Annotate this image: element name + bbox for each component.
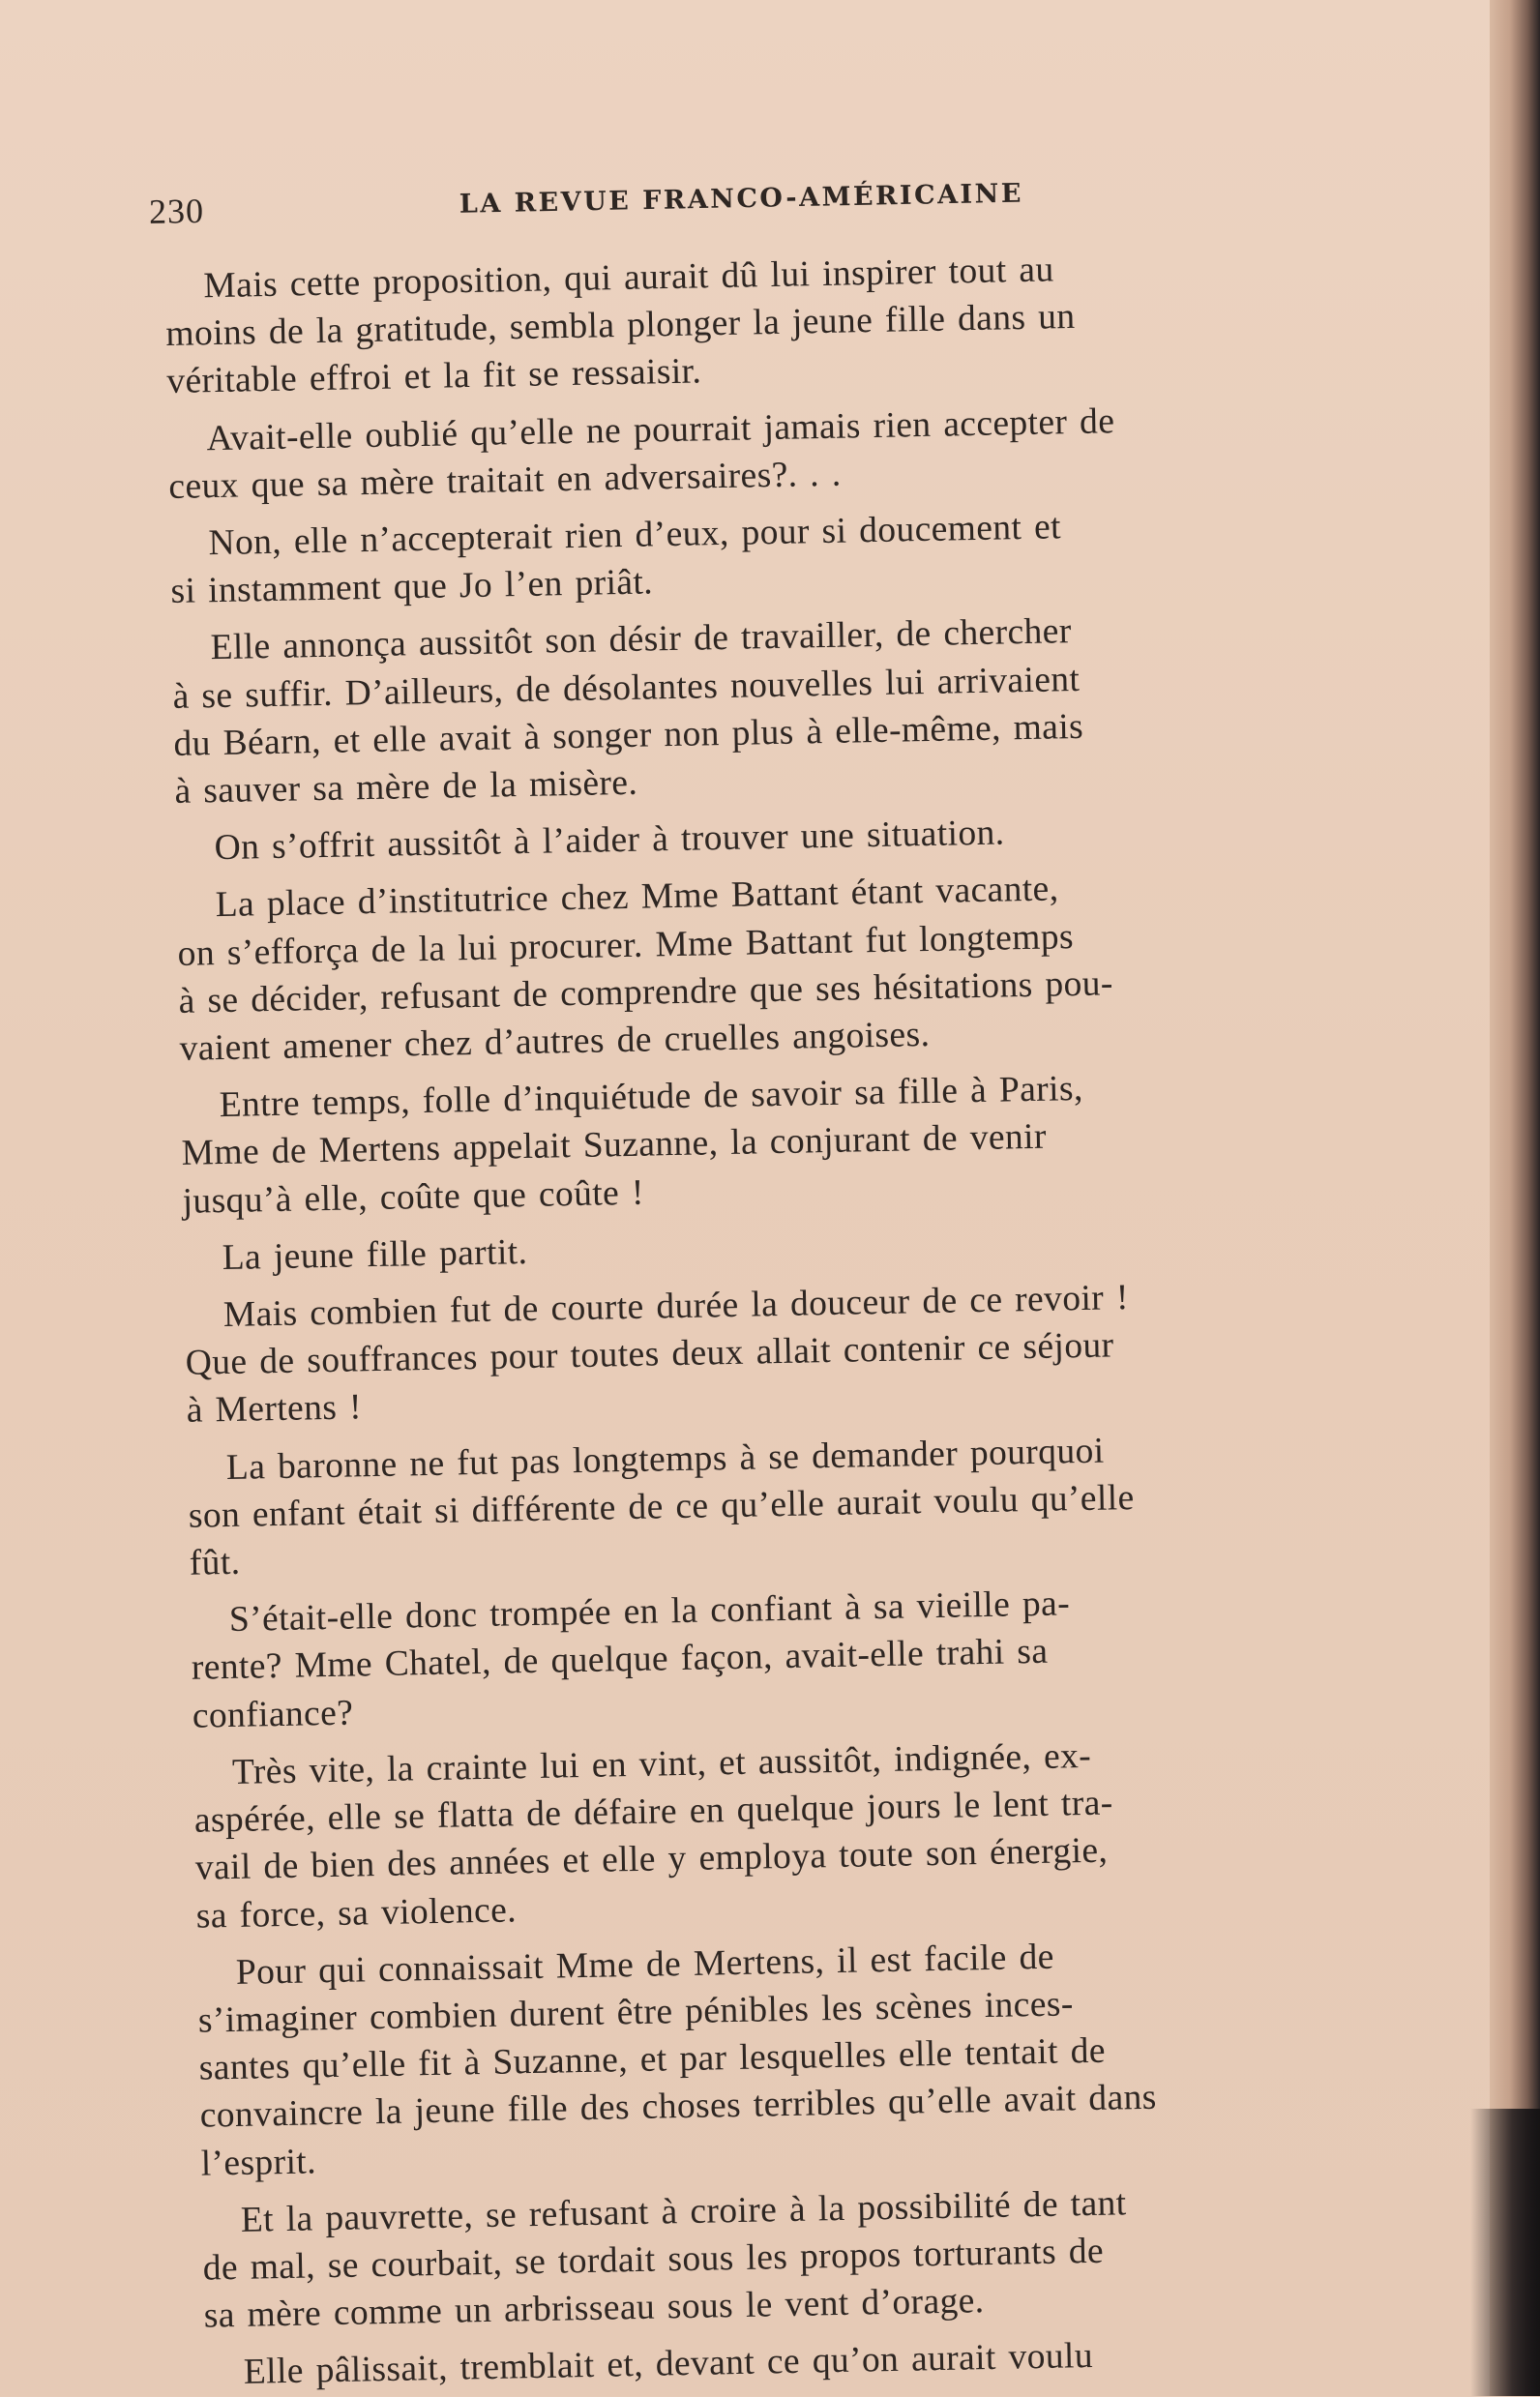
text-line: du Béarn, et elle avait à songer non plus à elle-même, mais: [173, 706, 1084, 764]
text-line: Et la pauvrette, se refusant à croire à la possibilité de tant: [240, 2183, 1127, 2240]
text-line: vail de bien des années et elle y employa toute son énergie,: [194, 1830, 1109, 1888]
text-line: convaincre la jeune fille des choses terribles qu’elle avait dans: [199, 2077, 1158, 2136]
text-line: Pour qui connaissait Mme de Mertens, il est facile de: [235, 1937, 1055, 1993]
text-line: à Mertens !: [186, 1387, 363, 1432]
book-gutter: [1490, 0, 1540, 2396]
running-head: LA REVUE FRANCO-AMÉRICAINE: [459, 178, 1024, 220]
text-line: à sauver sa mère de la misère.: [174, 762, 638, 812]
page-header: [144, 166, 1035, 242]
gutter-shadow: [1470, 2109, 1540, 2396]
text-line: à se décider, refusant de comprendre que ses hésitations pou-: [178, 963, 1114, 1021]
text-line: S’était-elle donc trompée en la confiant à sa vieille pa-: [228, 1583, 1071, 1641]
text-line: Entre temps, folle d’inquiétude de savoir sa fille à Paris,: [219, 1069, 1084, 1126]
text-line: Mais combien fut de courte durée la douceur de ce revoir !: [222, 1278, 1130, 1336]
text-line: On s’offrit aussitôt à l’aider à trouver une situation.: [214, 813, 1005, 869]
text-line: sa mère comme un arbrisseau sous le vent d’orage.: [203, 2281, 985, 2336]
page-number: 230: [148, 191, 205, 231]
text-line: Très vite, la crainte lui en vint, et aussitôt, indignée, ex-: [231, 1735, 1092, 1792]
text-line: vaient amener chez d’autres de cruelles angoises.: [179, 1015, 931, 1069]
text-line: à se suffir. D’ailleurs, de désolantes nouvelles lui arrivaient: [172, 659, 1081, 717]
text-line: confiance?: [192, 1693, 354, 1736]
text-line: sa force, sa violence.: [195, 1889, 518, 1937]
text-line: véritable effroi et la fit se ressaisir.: [165, 351, 702, 402]
text-line: Que de souffrances pour toutes deux allait contenir ce séjour: [185, 1325, 1114, 1384]
text-line: La baronne ne fut pas longtemps à se demander pourquoi: [225, 1431, 1105, 1488]
text-line: de mal, se courbait, se tordait sous les propos torturants de: [202, 2231, 1105, 2289]
text-line: si instamment que Jo l’en priât.: [170, 562, 654, 612]
text-line: ceux que sa mère traitait en adversaires?. . .: [168, 454, 842, 507]
text-line: Mais cette proposition, qui aurait dû lui inspirer tout au: [203, 250, 1054, 307]
text-line: santes qu’elle fit à Suzanne, et par lesquelles elle tentait de: [198, 2030, 1107, 2088]
text-line: aspérée, elle se flatta de défaire en quelque jours le lent tra-: [193, 1783, 1113, 1841]
text-line: La jeune fille partit.: [222, 1231, 528, 1278]
text-line: Non, elle n’accepterait rien d’eux, pour si doucement et: [208, 507, 1062, 564]
text-line: rente? Mme Chatel, de quelque façon, avait-elle trahi sa: [191, 1632, 1049, 1689]
text-line: jusqu’à elle, coûte que coûte !: [182, 1172, 645, 1222]
text-line: Mme de Mertens appelait Suzanne, la conjurant de venir: [181, 1117, 1048, 1174]
body-text: [164, 241, 1376, 2397]
text-line: fût.: [189, 1542, 241, 1583]
text-line: son enfant était si différente de ce qu’elle aurait voulu qu’elle: [188, 1477, 1135, 1536]
text-line: La place d’institutrice chez Mme Battant étant vacante,: [215, 869, 1059, 926]
text-line: on s’efforça de la lui procurer. Mme Battant fut longtemps: [177, 916, 1075, 974]
text-line: Avait-elle oublié qu’elle ne pourrait jamais rien accepter de: [206, 400, 1115, 459]
text-line: Elle pâlissait, tremblait et, devant ce qu’on aurait voulu: [243, 2336, 1094, 2393]
text-line: l’esprit.: [200, 2141, 317, 2184]
text-line: Elle annonça aussitôt son désir de travailler, de chercher: [210, 611, 1073, 668]
text-line: moins de la gratitude, sembla plonger la jeune fille dans un: [165, 297, 1076, 355]
text-line: s’imaginer combien durent être pénibles les scènes inces-: [197, 1984, 1075, 2041]
